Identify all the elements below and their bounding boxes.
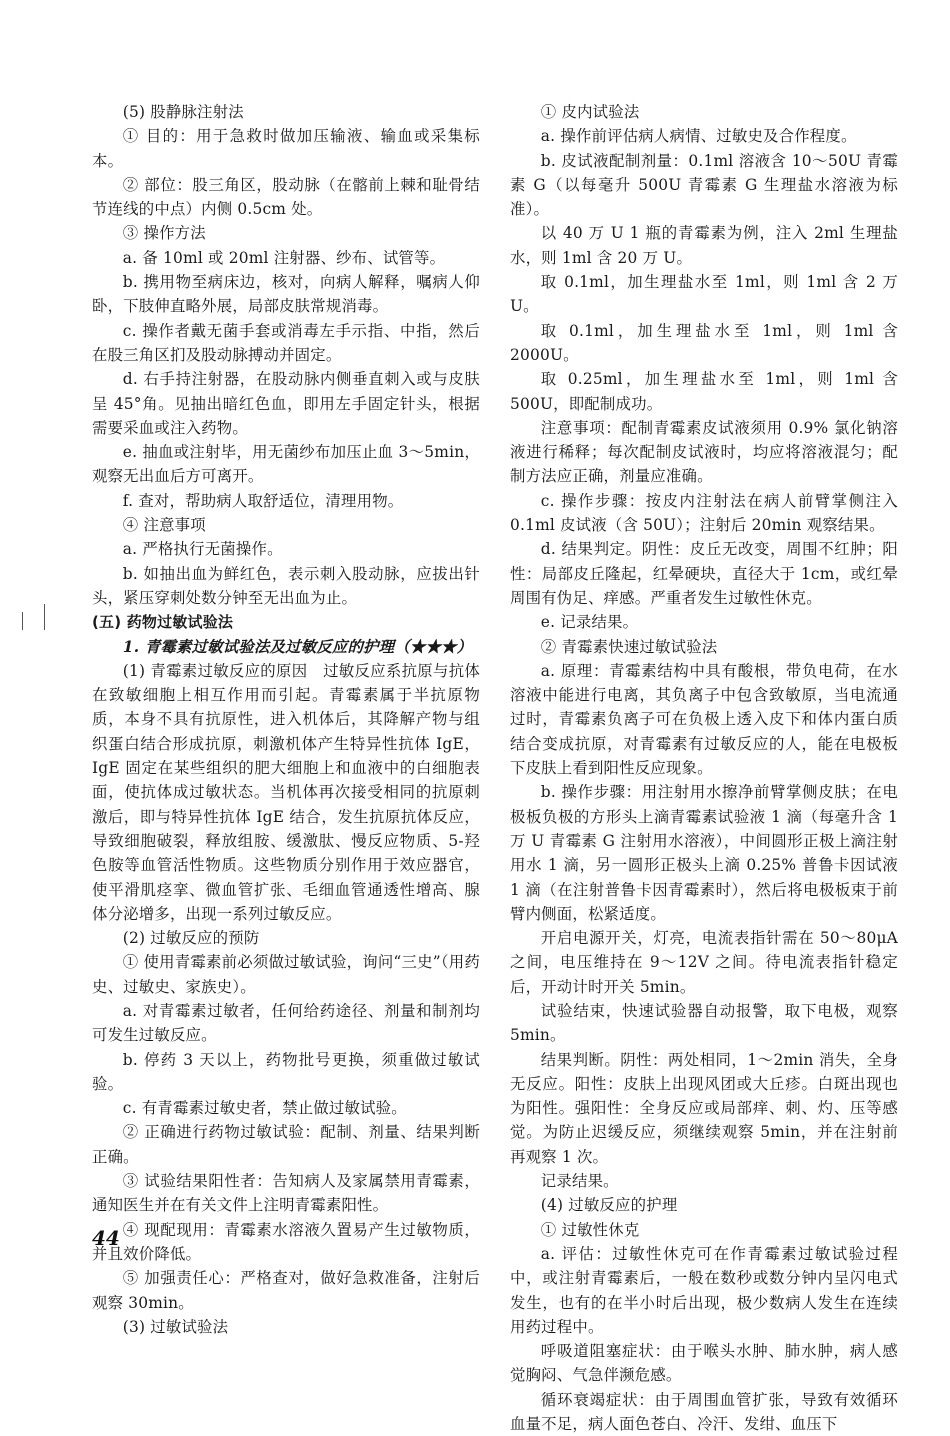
right-column [510,100,898,1436]
paragraph: ① 皮内试验法 [540,103,640,121]
paragraph: ① 目的：用于急救时做加压输液、输血或采集标本。 [92,127,480,170]
section-heading: (五) 药物过敏试验法 [92,613,234,632]
paragraph: (5) 股静脉注射法 [122,103,244,121]
paragraph: ① 过敏性休克 [540,1220,640,1239]
paragraph: ④ 现配现用：青霉素水溶液久置易产生过敏物质，并且效价降低。 [92,1220,480,1263]
paragraph: a. 备 10ml 或 20ml 注射器、纱布、试管等。 [122,248,446,267]
paragraph: c. 有青霉素过敏史者，禁止做过敏试验。 [122,1099,407,1118]
paragraph: 记录结果。 [540,1172,619,1191]
scan-mark [22,612,23,630]
paragraph: 取 0.25ml，加生理盐水至 1ml，则 1ml 含 500U，即配制成功。 [510,370,898,413]
paragraph: 1. 青霉素过敏试验法及过敏反应的护理（★★★） [122,637,473,656]
paragraph: 注意事项：配制青霉素皮试液须用 0.9% 氯化钠溶液进行稀释；每次配制皮试液时，均应将溶液混匀；配制方法应正确，剂量应准确。 [510,418,898,486]
paragraph: ④ 注意事项 [122,516,206,535]
paragraph: ③ 试验结果阳性者：告知病人及家属禁用青霉素，通知医生并在有关文件上注明青霉素阳性。 [92,1172,480,1215]
paragraph: 以 40 万 U 1 瓶的青霉素为例，注入 2ml 生理盐水，则 1ml 含 20 万 U。 [510,224,898,267]
paragraph: a. 评估：过敏性休克可在作青霉素过敏试验过程中，或注射青霉素后，一般在数秒或数分钟内呈闪电式发生，也有的在半小时后出现，极少数病人发生在连续用药过程中。 [510,1244,898,1336]
paragraph: 循环衰竭症状：由于周围血管扩张，导致有效循环血量不足，病人面色苍白、冷汗、发绀、血压下 [510,1390,898,1434]
paragraph: (4) 过敏反应的护理 [540,1196,678,1215]
paragraph: 试验结束，快速试验器自动报警，取下电极，观察 5min。 [510,1001,898,1045]
paragraph: c. 操作者戴无菌手套或消毒左手示指、中指，然后在股三角区扪及股动脉搏动并固定。 [92,321,480,364]
paragraph: 结果判断。阴性：两处相同，1～2min 消失，全身无反应。阳性：皮肤上出现风团或大丘疹。白斑出现也为阳性。强阳性：全身反应或局部痒、刺、灼、压等感觉。为防止迟缓反应，须继续观察 5min，并在注射前再观察 1 次。 [510,1050,898,1166]
paragraph: d. 右手持注射器，在股动脉内侧垂直刺入或与皮肤呈 45°角。见抽出暗红色血，即用左手固定针头，根据需要采血或注入药物。 [92,370,480,437]
paragraph: ② 部位：股三角区，股动脉（在髂前上棘和耻骨结节连线的中点）内侧 0.5cm 处。 [92,175,480,219]
paragraph: (2) 过敏反应的预防 [122,929,260,948]
paragraph: (3) 过敏试验法 [122,1317,229,1336]
paragraph: b. 如抽出血为鲜红色，表示刺入股动脉，应拔出针头，紧压穿刺处数分钟至无出血为止。 [92,564,480,607]
paragraph: c. 操作步骤：按皮内注射法在病人前臂掌侧注入 0.1ml 皮试液（含 50U）；注射后 20min 观察结果。 [510,491,898,535]
paragraph: a. 对青霉素过敏者，任何给药途径、剂量和制剂均可发生过敏反应。 [92,1001,480,1045]
paragraph: b. 皮试液配制剂量：0.1ml 溶液含 10～50U 青霉素 G（以每毫升 500U 青霉素 G 生理盐水溶液为标准）。 [510,151,898,219]
paragraph: d. 结果判定。阴性：皮丘无改变，周围不红肿；阳性：局部皮丘隆起，红晕硬块，直径大于 1cm，或红晕周围有伪足、痒感。严重者发生过敏性休克。 [510,540,898,607]
paragraph: b. 操作步骤：用注射用水擦净前臂掌侧皮肤；在电极板负极的方形头上滴青霉素试验液 1 滴（每毫升含 1 万 U 青霉素 G 注射用水溶液），中间圆形正极上滴注射用水 1 滴，另一圆形正极头上滴 0.25% 普鲁卡因试液 1 滴（在注射普鲁卡因青霉素时），然后将电极板束于前臂内侧面，松紧适度。 [510,783,898,923]
paragraph: a. 严格执行无菌操作。 [122,540,283,559]
paragraph: ① 使用青霉素前必须做过敏试验，询问“三史”（用药史、过敏史、家族史）。 [92,953,480,996]
paragraph: b. 携用物至病床边，核对，向病人解释，嘱病人仰卧，下肢伸直略外展，局部皮肤常规消毒。 [92,273,480,316]
paragraph: ② 青霉素快速过敏试验法 [540,637,718,656]
paragraph: a. 原理：青霉素结构中具有酸根，带负电荷，在水溶液中能进行电离，其负离子中包含致敏原，当电流通过时，青霉素负离子可在负极上透入皮下和体内蛋白质结合变成抗原，对青霉素有过敏反应的人，能在电极板下皮肤上看到阳性反应现象。 [510,661,898,778]
paragraph: e. 抽血或注射毕，用无菌纱布加压止血 3～5min，观察无出血后方可离开。 [92,443,480,486]
scan-mark [44,604,45,630]
paragraph: f. 查对，帮助病人取舒适位，清理用物。 [122,491,404,510]
paragraph: e. 记录结果。 [540,613,639,632]
paragraph: 呼吸道阻塞症状：由于喉头水肿、肺水肿，病人感觉胸闷、气急伴濒危感。 [510,1342,898,1385]
paragraph: ⑤ 加强责任心：严格查对，做好急救准备，注射后观察 30min。 [92,1269,480,1312]
page-number: 44 [92,1226,120,1250]
paragraph: ② 正确进行药物过敏试验：配制、剂量、结果判断正确。 [92,1123,480,1166]
paragraph: 取 0.1ml，加生理盐水至 1ml，则 1ml 含 2000U。 [510,321,898,364]
paragraph: 取 0.1ml，加生理盐水至 1ml，则 1ml 含 2 万 U。 [510,273,898,316]
paragraph: a. 操作前评估病人病情、过敏史及合作程度。 [540,127,857,146]
paragraph: (1) 青霉素过敏反应的原因 过敏反应系抗原与抗体在致敏细胞上相互作用而引起。青霉素属于半抗原物质，本身不具有抗原性，进入机体后，其降解产物与组织蛋白结合形成抗原，刺激机体产生特异性抗体 IgE，IgE 固定在某些组织的肥大细胞上和血液中的白细胞表面，使抗体成过敏状态。当机体再次接受相同的抗原刺激后，即与特异性抗体 IgE 结合，发生抗原抗体反应，导致细胞破裂，释放组胺、缓激肽、慢反应物质、5-羟色胺等血管活性物质。这些物质分别作用于效应器官，使平滑肌痉挛、微血管扩张、毛细血管通透性增高、腺体分泌增多，出现一系列过敏反应。 [92,661,480,923]
paragraph: 开启电源开关，灯亮，电流表指针需在 50～80μA 之间，电压维持在 9～12V 之间。待电流表指针稳定后，开动计时开关 5min。 [510,929,898,996]
left-column [92,100,480,1339]
paragraph: b. 停药 3 天以上，药物批号更换，须重做过敏试验。 [92,1050,480,1093]
paragraph: ③ 操作方法 [122,224,206,243]
